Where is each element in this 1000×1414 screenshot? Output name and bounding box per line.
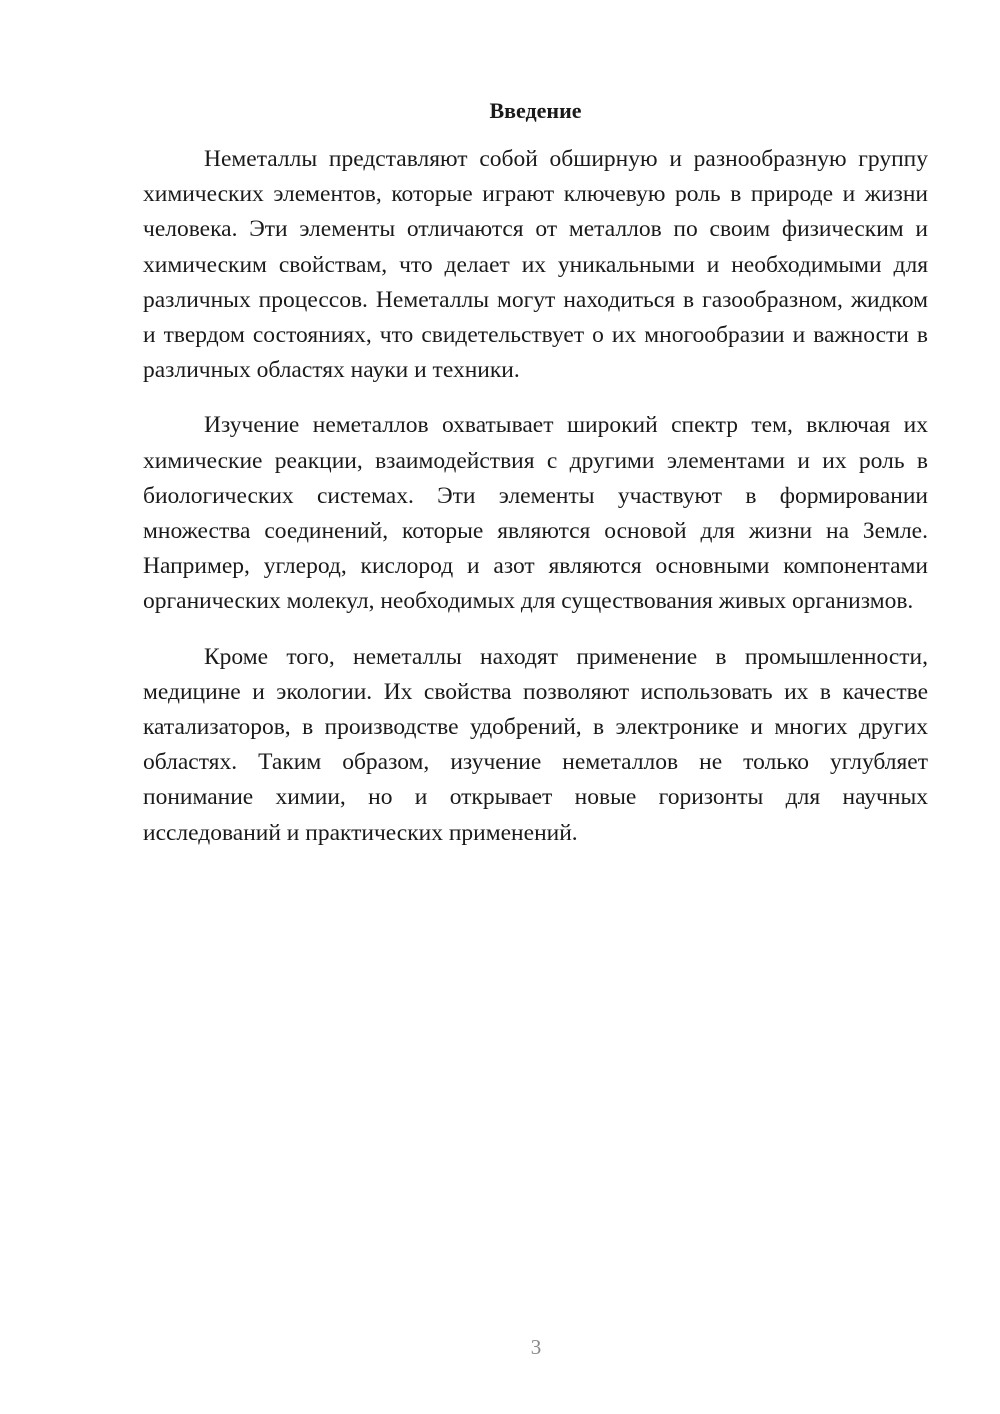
paragraph-2: Изучение неметаллов охватывает широкий спектр тем, включая их химические реакции, взаимодействия с другими элементами и их роль в биологических системах. Эти элементы участвуют в формировании множества соединений, которые являются основой для жизни на Земле. Например, углерод, кислород и азот являются основными компонентами органических молекул, необходимых для существования живых организмов. bbox=[143, 412, 928, 615]
page-number: 3 bbox=[530, 1335, 542, 1359]
body-text bbox=[143, 142, 928, 871]
paragraph-3: Кроме того, неметаллы находят применение в промышленности, медицине и экологии. Их свойства позволяют использовать их в качестве катализаторов, в производстве удобрений, в электронике и многих других областях. Таким образом, изучение неметаллов не только углубляет понимание химии, но и открывает новые горизонты для научных исследований и практических применений. bbox=[143, 643, 928, 846]
paragraph-1: Неметаллы представляют собой обширную и разнообразную группу химических элементов, которые играют ключевую роль в природе и жизни человека. Эти элементы отличаются от металлов по своим физическим и химическим свойствам, что делает их уникальными и необходимыми для различных процессов. Неметаллы могут находиться в газообразном, жидком и твердом состояниях, что свидетельствует о их многообразии и важности в различных областях науки и техники. bbox=[143, 146, 928, 384]
section-heading: Введение bbox=[489, 98, 582, 123]
